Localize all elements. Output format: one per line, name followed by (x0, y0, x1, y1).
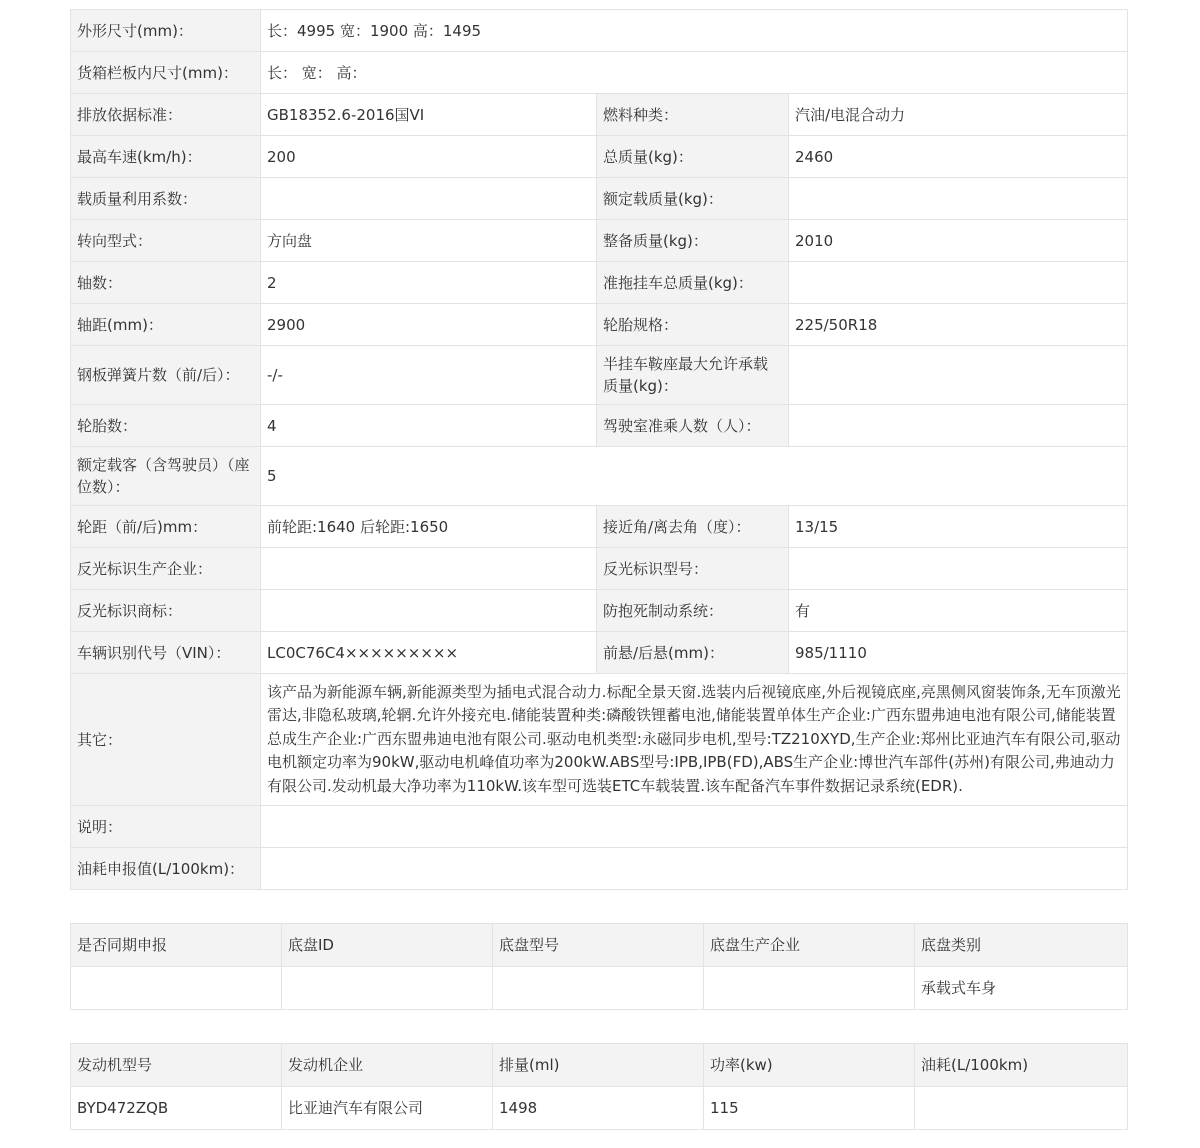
spec-value: 长： 宽： 高： (261, 52, 1128, 94)
spec-value (261, 590, 597, 632)
spec-row (71, 178, 1128, 220)
spec-row-description (71, 806, 1128, 848)
spec-label: 外形尺寸(mm)： (71, 10, 261, 52)
column-header: 发动机型号 (71, 1044, 282, 1087)
spec-label: 总质量(kg)： (597, 136, 789, 178)
spec-value: -/- (261, 346, 597, 405)
table-cell (282, 967, 493, 1010)
spec-label: 额定载客（含驾驶员）（座位数）： (71, 447, 261, 506)
spec-value: 长：4995 宽：1900 高：1495 (261, 10, 1128, 52)
spec-value (789, 405, 1128, 447)
spec-value: 2900 (261, 304, 597, 346)
spec-label: 转向型式： (71, 220, 261, 262)
spec-value: 5 (261, 447, 1128, 506)
spec-row-cargo-box (71, 52, 1128, 94)
table-row (71, 1087, 1128, 1130)
spec-label: 轮距（前/后)mm： (71, 506, 261, 548)
spec-row (71, 632, 1128, 674)
column-header: 底盘生产企业 (704, 924, 915, 967)
table-cell: 1498 (493, 1087, 704, 1130)
spec-label: 反光标识生产企业： (71, 548, 261, 590)
table-cell (493, 967, 704, 1010)
spec-row-fuel-declared (71, 848, 1128, 890)
spec-label: 额定载质量(kg)： (597, 178, 789, 220)
spec-label: 防抱死制动系统： (597, 590, 789, 632)
other-notes-text: 该产品为新能源车辆,新能源类型为插电式混合动力.标配全景天窗.选装内后视镜底座,外后视镜底座,亮黑侧风窗装饰条,无车顶激光雷达,非隐私玻璃,轮辋.允许外接充电.储能装置种类:磷酸铁锂蓄电池,储能装置单体生产企业:广西东盟弗迪电池有限公司,储能装置总成生产企业:广西东盟弗迪电池有限公司.驱动电机类型:永磁同步电机,型号:TZ210XYD,生产企业:郑州比亚迪汽车有限公司,驱动电机额定功率为90kW,驱动电机峰值功率为200kW.ABS型号:IPB,IPB(FD),ABS生产企业:博世汽车部件(苏州)有限公司,弗迪动力有限公司.发动机最大净功率为110kW.该车型可选装ETC车载装置.该车配备汽车事件数据记录系统(EDR). (261, 674, 1128, 806)
spec-row (71, 346, 1128, 405)
table-cell (71, 967, 282, 1010)
spec-label: 排放依据标准： (71, 94, 261, 136)
spec-row-passengers (71, 447, 1128, 506)
spec-value (789, 346, 1128, 405)
spec-value: 前轮距:1640 后轮距:1650 (261, 506, 597, 548)
spec-value (261, 806, 1128, 848)
column-header: 底盘型号 (493, 924, 704, 967)
spec-label: 反光标识型号： (597, 548, 789, 590)
spec-value (261, 548, 597, 590)
table-header-row (71, 924, 1128, 967)
spec-value: 2010 (789, 220, 1128, 262)
table-row (71, 967, 1128, 1010)
engine-table (70, 1043, 1128, 1130)
spec-label: 油耗申报值(L/100km)： (71, 848, 261, 890)
spec-label: 接近角/离去角（度）： (597, 506, 789, 548)
spec-row-other (71, 674, 1128, 806)
spec-row (71, 262, 1128, 304)
spec-value (789, 548, 1128, 590)
spec-label: 货箱栏板内尺寸(mm)： (71, 52, 261, 94)
spec-label: 其它： (71, 674, 261, 806)
column-header: 是否同期申报 (71, 924, 282, 967)
table-header-row (71, 1044, 1128, 1087)
spec-value: 2 (261, 262, 597, 304)
spec-value: 方向盘 (261, 220, 597, 262)
column-header: 油耗(L/100km) (915, 1044, 1128, 1087)
spec-value (261, 848, 1128, 890)
spec-label: 载质量利用系数： (71, 178, 261, 220)
spec-value: 985/1110 (789, 632, 1128, 674)
spec-row (71, 506, 1128, 548)
spec-row (71, 304, 1128, 346)
column-header: 底盘ID (282, 924, 493, 967)
spec-value: 4 (261, 405, 597, 447)
table-cell (915, 1087, 1128, 1130)
table-cell (704, 967, 915, 1010)
table-cell: BYD472ZQB (71, 1087, 282, 1130)
spec-value: 200 (261, 136, 597, 178)
spec-value: GB18352.6-2016国VI (261, 94, 597, 136)
spec-row (71, 405, 1128, 447)
spec-label: 驾驶室准乘人数（人）： (597, 405, 789, 447)
spec-value: 225/50R18 (789, 304, 1128, 346)
spec-label: 准拖挂车总质量(kg)： (597, 262, 789, 304)
spec-row (71, 136, 1128, 178)
spec-row (71, 94, 1128, 136)
chassis-table (70, 923, 1128, 1010)
spec-value (789, 178, 1128, 220)
spec-label: 轴距(mm)： (71, 304, 261, 346)
vehicle-spec-table (70, 9, 1128, 890)
spec-label: 反光标识商标： (71, 590, 261, 632)
spec-value (261, 178, 597, 220)
spec-row (71, 220, 1128, 262)
table-cell: 承载式车身 (915, 967, 1128, 1010)
table-cell: 115 (704, 1087, 915, 1130)
spec-value: 2460 (789, 136, 1128, 178)
spec-row (71, 548, 1128, 590)
column-header: 排量(ml) (493, 1044, 704, 1087)
spec-row (71, 590, 1128, 632)
spec-label: 车辆识别代号（VIN）： (71, 632, 261, 674)
spec-label: 说明： (71, 806, 261, 848)
spec-label: 最高车速(km/h)： (71, 136, 261, 178)
spec-value: 有 (789, 590, 1128, 632)
spec-value: 汽油/电混合动力 (789, 94, 1128, 136)
spec-value: 13/15 (789, 506, 1128, 548)
spec-label: 轮胎数： (71, 405, 261, 447)
spec-label: 整备质量(kg)： (597, 220, 789, 262)
column-header: 发动机企业 (282, 1044, 493, 1087)
spec-label: 轮胎规格： (597, 304, 789, 346)
spec-value: LC0C76C4××××××××× (261, 632, 597, 674)
spec-label: 燃料种类： (597, 94, 789, 136)
table-cell: 比亚迪汽车有限公司 (282, 1087, 493, 1130)
spec-label: 前悬/后悬(mm)： (597, 632, 789, 674)
spec-row-dimensions (71, 10, 1128, 52)
column-header: 底盘类别 (915, 924, 1128, 967)
spec-label: 钢板弹簧片数（前/后）： (71, 346, 261, 405)
column-header: 功率(kw) (704, 1044, 915, 1087)
spec-label: 轴数： (71, 262, 261, 304)
spec-label: 半挂车鞍座最大允许承载质量(kg)： (597, 346, 789, 405)
spec-value (789, 262, 1128, 304)
